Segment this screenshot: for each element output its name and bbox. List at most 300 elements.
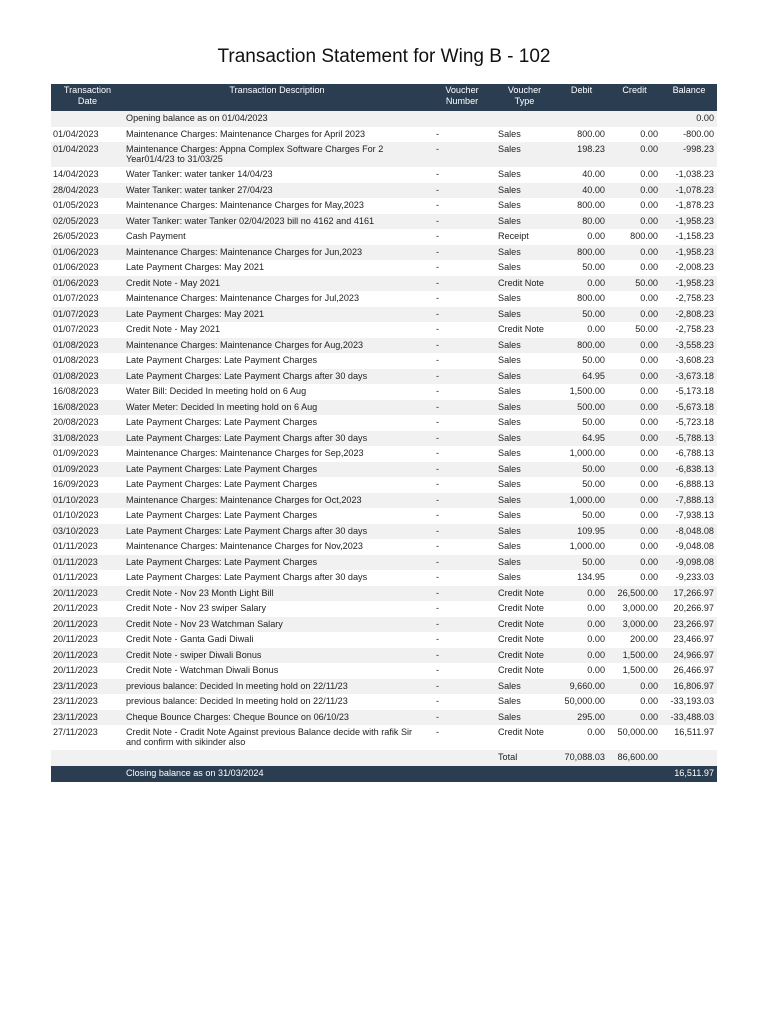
balance-cell: -33,488.03 bbox=[661, 710, 717, 726]
date-cell: 01/07/2023 bbox=[51, 322, 124, 338]
table-row bbox=[51, 245, 717, 261]
debit-cell: 9,660.00 bbox=[555, 679, 608, 695]
table-row bbox=[51, 353, 717, 369]
credit-cell: 0.00 bbox=[608, 214, 661, 230]
voucher-type-cell: Sales bbox=[494, 539, 555, 555]
description-cell: Water Tanker: water tanker 14/04/23 bbox=[124, 167, 430, 183]
balance-cell: -6,888.13 bbox=[661, 477, 717, 493]
voucher-type-cell: Sales bbox=[494, 555, 555, 571]
voucher-type-cell: Sales bbox=[494, 291, 555, 307]
credit-cell: 0.00 bbox=[608, 198, 661, 214]
voucher-number-cell: - bbox=[430, 322, 494, 338]
balance-cell: -1,038.23 bbox=[661, 167, 717, 183]
table-row bbox=[51, 725, 717, 750]
table-row bbox=[51, 694, 717, 710]
balance-cell: 17,266.97 bbox=[661, 586, 717, 602]
credit-cell: 0.00 bbox=[608, 462, 661, 478]
debit-cell: 80.00 bbox=[555, 214, 608, 230]
voucher-type-cell: Sales bbox=[494, 384, 555, 400]
debit-cell: 0.00 bbox=[555, 586, 608, 602]
description-cell: Maintenance Charges: Maintenance Charges for Aug,2023 bbox=[124, 338, 430, 354]
credit-cell: 3,000.00 bbox=[608, 601, 661, 617]
debit-cell: 0.00 bbox=[555, 632, 608, 648]
table-row bbox=[51, 555, 717, 571]
voucher-number-cell: - bbox=[430, 725, 494, 750]
closing-description: Closing balance as on 31/03/2024 bbox=[124, 766, 430, 782]
description-cell: Water Tanker: water Tanker 02/04/2023 bill no 4162 and 4161 bbox=[124, 214, 430, 230]
table-row bbox=[51, 632, 717, 648]
voucher-type-cell: Sales bbox=[494, 214, 555, 230]
voucher-type-cell: Credit Note bbox=[494, 322, 555, 338]
table-row bbox=[51, 586, 717, 602]
voucher-number-cell: - bbox=[430, 353, 494, 369]
debit-cell: 0.00 bbox=[555, 648, 608, 664]
date-cell: 20/11/2023 bbox=[51, 586, 124, 602]
table-row bbox=[51, 276, 717, 292]
balance-cell: -2,008.23 bbox=[661, 260, 717, 276]
date-cell: 20/08/2023 bbox=[51, 415, 124, 431]
balance-cell: -3,558.23 bbox=[661, 338, 717, 354]
date-cell: 27/11/2023 bbox=[51, 725, 124, 750]
balance-cell: -6,788.13 bbox=[661, 446, 717, 462]
date-cell: 01/08/2023 bbox=[51, 353, 124, 369]
voucher-type-cell: Sales bbox=[494, 183, 555, 199]
credit-cell: 26,500.00 bbox=[608, 586, 661, 602]
date-cell: 28/04/2023 bbox=[51, 183, 124, 199]
credit-cell: 0.00 bbox=[608, 539, 661, 555]
credit-cell: 0.00 bbox=[608, 127, 661, 143]
debit-cell: 0.00 bbox=[555, 663, 608, 679]
credit-cell: 0.00 bbox=[608, 570, 661, 586]
balance-cell: 23,266.97 bbox=[661, 617, 717, 633]
debit-cell: 800.00 bbox=[555, 338, 608, 354]
date-cell: 01/11/2023 bbox=[51, 570, 124, 586]
voucher-type-cell: Sales bbox=[494, 400, 555, 416]
balance-cell: -7,888.13 bbox=[661, 493, 717, 509]
voucher-number-cell: - bbox=[430, 586, 494, 602]
description-cell: Maintenance Charges: Appna Complex Software Charges For 2 Year01/4/23 to 31/03/25 bbox=[124, 142, 430, 167]
voucher-number-cell: - bbox=[430, 508, 494, 524]
voucher-number-cell: - bbox=[430, 446, 494, 462]
date-cell: 01/11/2023 bbox=[51, 539, 124, 555]
voucher-type-cell: Credit Note bbox=[494, 617, 555, 633]
voucher-number-cell: - bbox=[430, 477, 494, 493]
col-header-balance: Balance bbox=[661, 84, 717, 111]
date-cell: 01/09/2023 bbox=[51, 462, 124, 478]
credit-cell: 50.00 bbox=[608, 276, 661, 292]
date-cell: 01/06/2023 bbox=[51, 276, 124, 292]
total-label: Total bbox=[494, 750, 555, 766]
debit-cell: 295.00 bbox=[555, 710, 608, 726]
table-row bbox=[51, 508, 717, 524]
description-cell: Credit Note - Nov 23 swiper Salary bbox=[124, 601, 430, 617]
credit-cell: 0.00 bbox=[608, 400, 661, 416]
debit-cell: 500.00 bbox=[555, 400, 608, 416]
voucher-number-cell: - bbox=[430, 710, 494, 726]
date-cell: 23/11/2023 bbox=[51, 679, 124, 695]
debit-cell: 64.95 bbox=[555, 369, 608, 385]
date-cell: 20/11/2023 bbox=[51, 663, 124, 679]
description-cell: Maintenance Charges: Maintenance Charges for April 2023 bbox=[124, 127, 430, 143]
credit-cell: 0.00 bbox=[608, 477, 661, 493]
debit-cell: 800.00 bbox=[555, 127, 608, 143]
page-title: Transaction Statement for Wing B - 102 bbox=[217, 46, 551, 67]
balance-cell: -6,838.13 bbox=[661, 462, 717, 478]
voucher-number-cell: - bbox=[430, 291, 494, 307]
balance-cell: 20,266.97 bbox=[661, 601, 717, 617]
voucher-type-cell: Sales bbox=[494, 260, 555, 276]
table-row bbox=[51, 127, 717, 143]
debit-cell: 50.00 bbox=[555, 477, 608, 493]
debit-cell: 1,500.00 bbox=[555, 384, 608, 400]
credit-cell: 800.00 bbox=[608, 229, 661, 245]
credit-cell: 1,500.00 bbox=[608, 648, 661, 664]
description-cell: Credit Note - Cradit Note Against previous Balance decide with rafik Sir and confirm with sikinder also bbox=[124, 725, 430, 750]
debit-cell: 198.23 bbox=[555, 142, 608, 167]
col-header-voucher-number: Voucher Number bbox=[430, 84, 494, 111]
voucher-type-cell: Sales bbox=[494, 198, 555, 214]
credit-cell: 1,500.00 bbox=[608, 663, 661, 679]
credit-cell: 0.00 bbox=[608, 260, 661, 276]
credit-cell: 0.00 bbox=[608, 245, 661, 261]
credit-cell: 3,000.00 bbox=[608, 617, 661, 633]
table-row bbox=[51, 291, 717, 307]
date-cell: 20/11/2023 bbox=[51, 601, 124, 617]
balance-cell: -5,673.18 bbox=[661, 400, 717, 416]
table-row bbox=[51, 167, 717, 183]
voucher-number-cell: - bbox=[430, 539, 494, 555]
voucher-number-cell: - bbox=[430, 462, 494, 478]
voucher-type-cell: Credit Note bbox=[494, 276, 555, 292]
description-cell: Water Bill: Decided In meeting hold on 6 Aug bbox=[124, 384, 430, 400]
balance-cell: 16,511.97 bbox=[661, 725, 717, 750]
voucher-number-cell: - bbox=[430, 663, 494, 679]
voucher-type-cell: Sales bbox=[494, 679, 555, 695]
credit-cell: 0.00 bbox=[608, 493, 661, 509]
credit-cell: 0.00 bbox=[608, 291, 661, 307]
description-cell: Credit Note - Watchman Diwali Bonus bbox=[124, 663, 430, 679]
table-row bbox=[51, 229, 717, 245]
balance-cell: -5,173.18 bbox=[661, 384, 717, 400]
balance-cell: -998.23 bbox=[661, 142, 717, 167]
debit-cell: 50.00 bbox=[555, 415, 608, 431]
credit-cell: 0.00 bbox=[608, 431, 661, 447]
date-cell: 01/11/2023 bbox=[51, 555, 124, 571]
debit-cell: 0.00 bbox=[555, 601, 608, 617]
col-header-voucher-type: Voucher Type bbox=[494, 84, 555, 111]
description-cell: Maintenance Charges: Maintenance Charges for Nov,2023 bbox=[124, 539, 430, 555]
balance-cell: -3,673.18 bbox=[661, 369, 717, 385]
debit-cell: 50.00 bbox=[555, 462, 608, 478]
opening-balance: 0.00 bbox=[661, 111, 717, 127]
description-cell: Credit Note - swiper Diwali Bonus bbox=[124, 648, 430, 664]
debit-cell: 1,000.00 bbox=[555, 493, 608, 509]
voucher-type-cell: Credit Note bbox=[494, 725, 555, 750]
description-cell: Late Payment Charges: Late Payment Charges bbox=[124, 508, 430, 524]
balance-cell: -7,938.13 bbox=[661, 508, 717, 524]
table-row bbox=[51, 477, 717, 493]
col-header-description: Transaction Description bbox=[124, 84, 430, 111]
balance-cell: -9,233.03 bbox=[661, 570, 717, 586]
voucher-type-cell: Sales bbox=[494, 462, 555, 478]
description-cell: previous balance: Decided In meeting hold on 22/11/23 bbox=[124, 694, 430, 710]
closing-balance: 16,511.97 bbox=[661, 766, 717, 782]
voucher-number-cell: - bbox=[430, 400, 494, 416]
debit-cell: 0.00 bbox=[555, 276, 608, 292]
voucher-number-cell: - bbox=[430, 198, 494, 214]
voucher-number-cell: - bbox=[430, 679, 494, 695]
voucher-type-cell: Credit Note bbox=[494, 663, 555, 679]
table-row bbox=[51, 663, 717, 679]
date-cell: 16/08/2023 bbox=[51, 384, 124, 400]
voucher-type-cell: Credit Note bbox=[494, 601, 555, 617]
voucher-number-cell: - bbox=[430, 307, 494, 323]
voucher-number-cell: - bbox=[430, 183, 494, 199]
voucher-number-cell: - bbox=[430, 570, 494, 586]
balance-cell: -2,808.23 bbox=[661, 307, 717, 323]
voucher-number-cell: - bbox=[430, 632, 494, 648]
table-header-row bbox=[51, 84, 717, 111]
table-row bbox=[51, 338, 717, 354]
credit-cell: 0.00 bbox=[608, 167, 661, 183]
date-cell: 16/08/2023 bbox=[51, 400, 124, 416]
debit-cell: 50.00 bbox=[555, 353, 608, 369]
balance-cell: -1,878.23 bbox=[661, 198, 717, 214]
debit-cell: 50,000.00 bbox=[555, 694, 608, 710]
credit-cell: 0.00 bbox=[608, 679, 661, 695]
voucher-type-cell: Sales bbox=[494, 353, 555, 369]
description-cell: Cheque Bounce Charges: Cheque Bounce on 06/10/23 bbox=[124, 710, 430, 726]
total-debit: 70,088.03 bbox=[555, 750, 608, 766]
date-cell: 01/07/2023 bbox=[51, 307, 124, 323]
voucher-type-cell: Sales bbox=[494, 431, 555, 447]
col-header-credit: Credit bbox=[608, 84, 661, 111]
voucher-number-cell: - bbox=[430, 229, 494, 245]
balance-cell: -5,723.18 bbox=[661, 415, 717, 431]
balance-cell: -8,048.08 bbox=[661, 524, 717, 540]
credit-cell: 50,000.00 bbox=[608, 725, 661, 750]
voucher-number-cell: - bbox=[430, 167, 494, 183]
voucher-number-cell: - bbox=[430, 617, 494, 633]
date-cell: 02/05/2023 bbox=[51, 214, 124, 230]
credit-cell: 0.00 bbox=[608, 694, 661, 710]
opening-date-cell bbox=[51, 111, 124, 127]
date-cell: 01/06/2023 bbox=[51, 260, 124, 276]
debit-cell: 1,000.00 bbox=[555, 539, 608, 555]
date-cell: 20/11/2023 bbox=[51, 648, 124, 664]
voucher-number-cell: - bbox=[430, 127, 494, 143]
col-header-debit: Debit bbox=[555, 84, 608, 111]
table-row bbox=[51, 617, 717, 633]
credit-cell: 0.00 bbox=[608, 508, 661, 524]
voucher-type-cell: Sales bbox=[494, 570, 555, 586]
date-cell: 01/05/2023 bbox=[51, 198, 124, 214]
voucher-type-cell: Sales bbox=[494, 142, 555, 167]
description-cell: Maintenance Charges: Maintenance Charges for Jul,2023 bbox=[124, 291, 430, 307]
debit-cell: 800.00 bbox=[555, 291, 608, 307]
description-cell: Late Payment Charges: Late Payment Charges bbox=[124, 415, 430, 431]
table-row bbox=[51, 384, 717, 400]
table-row bbox=[51, 570, 717, 586]
voucher-type-cell: Sales bbox=[494, 167, 555, 183]
credit-cell: 0.00 bbox=[608, 307, 661, 323]
voucher-type-cell: Sales bbox=[494, 369, 555, 385]
date-cell: 31/08/2023 bbox=[51, 431, 124, 447]
debit-cell: 50.00 bbox=[555, 555, 608, 571]
voucher-type-cell: Sales bbox=[494, 477, 555, 493]
voucher-type-cell: Sales bbox=[494, 338, 555, 354]
description-cell: Credit Note - Nov 23 Month Light Bill bbox=[124, 586, 430, 602]
voucher-number-cell: - bbox=[430, 524, 494, 540]
voucher-number-cell: - bbox=[430, 214, 494, 230]
voucher-type-cell: Credit Note bbox=[494, 648, 555, 664]
table-row bbox=[51, 446, 717, 462]
date-cell: 16/09/2023 bbox=[51, 477, 124, 493]
credit-cell: 0.00 bbox=[608, 142, 661, 167]
voucher-number-cell: - bbox=[430, 555, 494, 571]
debit-cell: 64.95 bbox=[555, 431, 608, 447]
balance-cell: -33,193.03 bbox=[661, 694, 717, 710]
description-cell: Late Payment Charges: May 2021 bbox=[124, 260, 430, 276]
credit-cell: 0.00 bbox=[608, 384, 661, 400]
debit-cell: 40.00 bbox=[555, 183, 608, 199]
balance-cell: 16,806.97 bbox=[661, 679, 717, 695]
debit-cell: 109.95 bbox=[555, 524, 608, 540]
date-cell: 01/08/2023 bbox=[51, 338, 124, 354]
table-row bbox=[51, 307, 717, 323]
description-cell: Credit Note - May 2021 bbox=[124, 276, 430, 292]
description-cell: Late Payment Charges: Late Payment Charges bbox=[124, 462, 430, 478]
credit-cell: 0.00 bbox=[608, 353, 661, 369]
voucher-type-cell: Sales bbox=[494, 446, 555, 462]
balance-cell: 23,466.97 bbox=[661, 632, 717, 648]
voucher-type-cell: Sales bbox=[494, 245, 555, 261]
date-cell: 01/04/2023 bbox=[51, 142, 124, 167]
credit-cell: 0.00 bbox=[608, 710, 661, 726]
table-row bbox=[51, 601, 717, 617]
debit-cell: 800.00 bbox=[555, 198, 608, 214]
balance-cell: -9,098.08 bbox=[661, 555, 717, 571]
table-row bbox=[51, 679, 717, 695]
description-cell: Maintenance Charges: Maintenance Charges for Oct,2023 bbox=[124, 493, 430, 509]
description-cell: Late Payment Charges: Late Payment Chargs after 30 days bbox=[124, 570, 430, 586]
description-cell: Late Payment Charges: Late Payment Chargs after 30 days bbox=[124, 431, 430, 447]
debit-cell: 50.00 bbox=[555, 307, 608, 323]
table-row bbox=[51, 462, 717, 478]
date-cell: 03/10/2023 bbox=[51, 524, 124, 540]
table-row bbox=[51, 322, 717, 338]
voucher-number-cell: - bbox=[430, 142, 494, 167]
description-cell: Cash Payment bbox=[124, 229, 430, 245]
date-cell: 26/05/2023 bbox=[51, 229, 124, 245]
closing-balance-row bbox=[51, 766, 717, 782]
description-cell: Late Payment Charges: Late Payment Charges bbox=[124, 555, 430, 571]
description-cell: Late Payment Charges: Late Payment Charges bbox=[124, 477, 430, 493]
balance-cell: -2,758.23 bbox=[661, 322, 717, 338]
credit-cell: 50.00 bbox=[608, 322, 661, 338]
balance-cell: 26,466.97 bbox=[661, 663, 717, 679]
voucher-number-cell: - bbox=[430, 493, 494, 509]
date-cell: 01/04/2023 bbox=[51, 127, 124, 143]
balance-cell: -1,958.23 bbox=[661, 276, 717, 292]
credit-cell: 0.00 bbox=[608, 446, 661, 462]
debit-cell: 1,000.00 bbox=[555, 446, 608, 462]
credit-cell: 0.00 bbox=[608, 338, 661, 354]
voucher-type-cell: Sales bbox=[494, 127, 555, 143]
debit-cell: 134.95 bbox=[555, 570, 608, 586]
balance-cell: -1,958.23 bbox=[661, 214, 717, 230]
balance-cell: -800.00 bbox=[661, 127, 717, 143]
table-row bbox=[51, 539, 717, 555]
voucher-type-cell: Sales bbox=[494, 524, 555, 540]
voucher-number-cell: - bbox=[430, 415, 494, 431]
date-cell: 01/10/2023 bbox=[51, 508, 124, 524]
voucher-type-cell: Sales bbox=[494, 508, 555, 524]
date-cell: 01/08/2023 bbox=[51, 369, 124, 385]
voucher-type-cell: Credit Note bbox=[494, 632, 555, 648]
table-row bbox=[51, 493, 717, 509]
voucher-number-cell: - bbox=[430, 431, 494, 447]
date-cell: 01/10/2023 bbox=[51, 493, 124, 509]
col-header-date: Transaction Date bbox=[51, 84, 124, 111]
table-row bbox=[51, 214, 717, 230]
voucher-type-cell: Sales bbox=[494, 694, 555, 710]
credit-cell: 200.00 bbox=[608, 632, 661, 648]
credit-cell: 0.00 bbox=[608, 524, 661, 540]
description-cell: Late Payment Charges: May 2021 bbox=[124, 307, 430, 323]
table-row bbox=[51, 198, 717, 214]
date-cell: 20/11/2023 bbox=[51, 632, 124, 648]
table-row bbox=[51, 431, 717, 447]
voucher-number-cell: - bbox=[430, 384, 494, 400]
description-cell: Water Meter: Decided In meeting hold on 6 Aug bbox=[124, 400, 430, 416]
voucher-number-cell: - bbox=[430, 276, 494, 292]
date-cell: 23/11/2023 bbox=[51, 710, 124, 726]
voucher-number-cell: - bbox=[430, 694, 494, 710]
description-cell: Late Payment Charges: Late Payment Chargs after 30 days bbox=[124, 524, 430, 540]
balance-cell: -2,758.23 bbox=[661, 291, 717, 307]
voucher-number-cell: - bbox=[430, 260, 494, 276]
voucher-number-cell: - bbox=[430, 245, 494, 261]
balance-cell: -1,958.23 bbox=[661, 245, 717, 261]
balance-cell: 24,966.97 bbox=[661, 648, 717, 664]
balance-cell: -5,788.13 bbox=[661, 431, 717, 447]
balance-cell: -3,608.23 bbox=[661, 353, 717, 369]
balance-cell: -9,048.08 bbox=[661, 539, 717, 555]
voucher-number-cell: - bbox=[430, 648, 494, 664]
date-cell: 20/11/2023 bbox=[51, 617, 124, 633]
description-cell: Maintenance Charges: Maintenance Charges for May,2023 bbox=[124, 198, 430, 214]
transaction-table bbox=[51, 84, 717, 782]
total-row bbox=[51, 750, 717, 766]
debit-cell: 50.00 bbox=[555, 508, 608, 524]
description-cell: Late Payment Charges: Late Payment Chargs after 30 days bbox=[124, 369, 430, 385]
debit-cell: 0.00 bbox=[555, 229, 608, 245]
table-row bbox=[51, 648, 717, 664]
table-row bbox=[51, 400, 717, 416]
voucher-type-cell: Credit Note bbox=[494, 586, 555, 602]
description-cell: Maintenance Charges: Maintenance Charges for Jun,2023 bbox=[124, 245, 430, 261]
voucher-type-cell: Receipt bbox=[494, 229, 555, 245]
table-row bbox=[51, 369, 717, 385]
description-cell: Credit Note - Nov 23 Watchman Salary bbox=[124, 617, 430, 633]
table-row bbox=[51, 415, 717, 431]
description-cell: Water Tanker: water tanker 27/04/23 bbox=[124, 183, 430, 199]
voucher-number-cell: - bbox=[430, 369, 494, 385]
table-row bbox=[51, 524, 717, 540]
table-row bbox=[51, 142, 717, 167]
description-cell: Credit Note - Ganta Gadi Diwali bbox=[124, 632, 430, 648]
